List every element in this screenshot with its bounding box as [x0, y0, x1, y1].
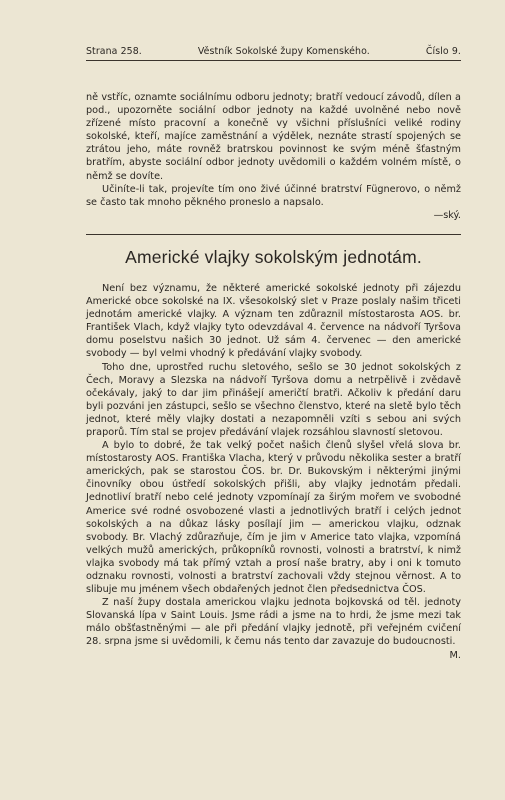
paragraph: Toho dne, uprostřed ruchu sletového, sešlo se 30 jednot sokolských z Čech, Moravy a Slezska na nádvoří Tyršova domu a netrpělivě i zvědavě očekávaly, jaký to dar jim přinášejí američtí bratři. Ačkoliv k předání daru byli pozváni jen zástupci, sešlo se všechno členstvo, které na sletě bylo těch jednot, které měly vlajky dostati a nezapomněli vzíti s sebou ani svých praporů. Tím stal se projev předávání vlajek rozsáhlou slavností sletovou.: [86, 361, 461, 438]
article-continued: [86, 91, 461, 222]
paragraph: Učiníte-li tak, projevíte tím ono živé účinné bratrství Fügnerovo, o němž se často tak mnoho pěkného proneslo a napsalo.: [86, 183, 461, 208]
signature: M.: [449, 649, 461, 661]
paragraph: Není bez významu, že některé americké sokolské jednoty při zájezdu Americké obce sokolské na IX. všesokolský slet v Praze poslaly našim třiceti jednotám americké vlajky. A význam ten zdůraznil místostarosta AOS. br. František Vlach, když vlajky tyto odevzdával 4. července na nádvoří Tyršova domu poselstvu našich 30 jednot. Už sám 4. červenec — den americké svobody — byl velmi vhodný k předávání vlajky svobody.: [86, 282, 461, 360]
signature: —ský.: [433, 209, 461, 221]
article-body: [86, 282, 461, 662]
paragraph: A bylo to dobré, že tak velký počet našich členů slyšel vřelá slova br. místostarosty AOS. Františka Vlacha, který v průvodu několika sester a bratří amerických, pak se starostou ČOS. br. Dr. Bukovským i některými jinými činovníky obou ústředí sokolských přišli, aby vlajky jednotám předali. Jednotliví bratří nebo celé jednoty vzpomínají za širým mořem ve svobodné Americe své rodné osvobozené vlasti a jednotlivých bratří i celých jednot sokolských a na důkaz lásky posílají jim — americkou vlajku, odznak svobody. Br. Vlachý zdůrazňuje, čím je jim v Americe tato vlajka, vzpomíná velkých mužů amerických, průkopníků rovnosti, volnosti a bratrství, k nimž vlajka svobody má tak přímý vztah a prosí naše bratry, aby i oni k tomuto odznaku rovnosti, volnosti a bratrství zachovali vždy stejnou věrnost. A to slibuje mu jménem všech obdařených jednot člen předsednictva ČOS.: [86, 440, 461, 596]
issue-number: Číslo 9.: [425, 46, 461, 57]
journal-title: Věstník Sokolské župy Komenského.: [197, 46, 370, 57]
paragraph: Z naší župy dostala americkou vlajku jednota bojkovská od těl. jednoty Slovanská lípa v Saint Louis. Jsme rádi a jsme na to hrdi, že jsme mezi tak málo obšťastněnými — ale při předání vlajky jednotě, při veřejném cvičení 28. srpna jsme si uvědomili, k čemu nás tento dar zavazuje do budoucnosti.: [86, 597, 461, 648]
paragraph: ně vstříc, oznamte sociálnímu odboru jednoty; bratří vedoucí závodů, dílen a pod., upozorněte sociální odbor jednoty na každé uvolněné nebo nově zřízené místo pracovní a konečně vy všichni příslušníci veliké rodiny sokolské, kteří, majíce zaměstnání a výdělek, neznáte strastí spojených se ztrátou jeho, máte rovněž bratrskou povinnost ke svým méně šťastným bratřím, abyste sociální odbor jednoty uvědomili o každém volném místě, o němž se dovíte.: [86, 92, 461, 182]
divider: [86, 234, 461, 235]
article-heading: Americké vlajky sokolským jednotám.: [125, 246, 422, 267]
page-number: Strana 258.: [86, 46, 142, 57]
running-header: [86, 46, 461, 61]
